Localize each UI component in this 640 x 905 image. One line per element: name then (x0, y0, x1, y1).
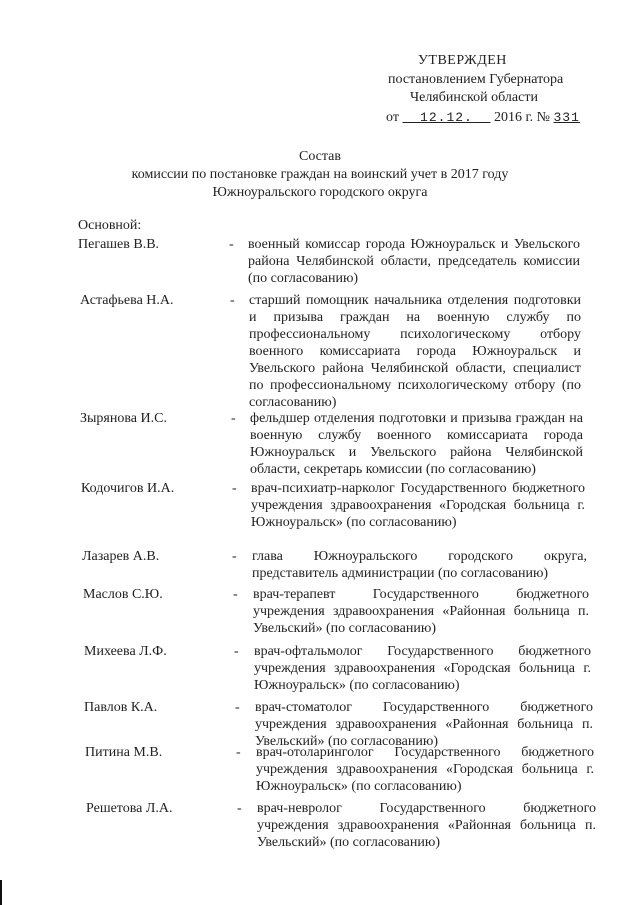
member-name: Михеева Л.Ф. (84, 644, 167, 659)
member-dash: - (229, 237, 234, 252)
member-name: Маслов С.Ю. (83, 587, 163, 602)
document-title: Состав (298, 149, 341, 164)
member-role: военный комиссар города Южноуральск и Увельского района Челябинской области, председатель комиссии (по согласованию) (248, 237, 580, 286)
member-role: врач-отоларинголог Государственного бюджетного учреждения здравоохранения «Городская больница г. Южноуральск» (по согласованию) (256, 745, 594, 794)
approval-date-prefix: от (386, 110, 399, 125)
scan-edge-mark (0, 880, 2, 905)
section-label: Основной: (78, 218, 142, 233)
member-name: Павлов К.А. (84, 700, 158, 715)
approval-date-line (386, 109, 580, 127)
member-role: врач-невролог Государственного бюджетного учреждения здравоохранения «Районная больница п. Увельский» (по согласованию) (257, 801, 596, 850)
member-name: Кодочигов И.А. (81, 481, 175, 496)
member-name: Астафьева Н.А. (80, 293, 174, 308)
approval-title: УТВЕРЖДЕН (418, 53, 507, 68)
member-dash: - (231, 411, 236, 426)
member-name: Зырянова И.С. (80, 411, 167, 426)
member-name: Питина М.В. (85, 745, 163, 760)
member-dash: - (232, 481, 237, 496)
member-dash: - (235, 700, 240, 715)
member-role: врач-офтальмолог Государственного бюджетного учреждения здравоохранения «Городская больница г. Южноуральск» (по согласованию) (254, 644, 591, 693)
member-role: врач-стоматолог Государственного бюджетного учреждения здравоохранения «Районная больница п. Увельский» (по согласованию) (255, 700, 593, 749)
member-role: врач-психиатр-нарколог Государственного бюджетного учреждения здравоохранения «Городская больница г. Южноуральск» (по согласованию) (251, 481, 585, 530)
member-dash: - (233, 587, 238, 602)
member-name: Решетова Л.А. (86, 801, 173, 816)
member-dash: - (230, 293, 235, 308)
member-dash: - (234, 644, 239, 659)
approval-line2: Челябинской области (410, 90, 538, 105)
member-role: фельдшер отделения подготовки и призыва граждан на военную службу военного комиссариата города Южноуральск и Увельского района Челябинской области, секретарь комиссии (по согласованию) (250, 411, 583, 477)
member-role: врач-терапевт Государственного бюджетного учреждения здравоохранения «Районная больница п. Увельский» (по согласованию) (253, 587, 589, 636)
member-role: глава Южноуральского городского округа, представитель администрации (по согласованию) (252, 549, 587, 581)
approval-line1: постановлением Губернатора (388, 72, 564, 87)
document-subtitle: комиссии по постановке граждан на воинский учет в 2017 году (131, 167, 509, 182)
approval-date: 12.12. (420, 110, 473, 125)
approval-number: 331 (553, 110, 580, 125)
approval-year: 2016 г. № (493, 110, 550, 125)
member-name: Лазарев А.В. (82, 549, 160, 564)
member-name: Пегашев В.В. (78, 237, 160, 252)
member-dash: - (232, 549, 237, 564)
member-role: старший помощник начальника отделения подготовки и призыва граждан на военную службу по профессиональному психологическому отбору военного комиссариата города Южноуральск и Увельского района Челябинской области, специалист по профессиональному психологическому отбору (по согласованию) (249, 293, 581, 410)
document-subtitle-district: Южноуральского городского округа (212, 185, 428, 200)
member-dash: - (236, 745, 241, 760)
member-dash: - (237, 801, 242, 816)
